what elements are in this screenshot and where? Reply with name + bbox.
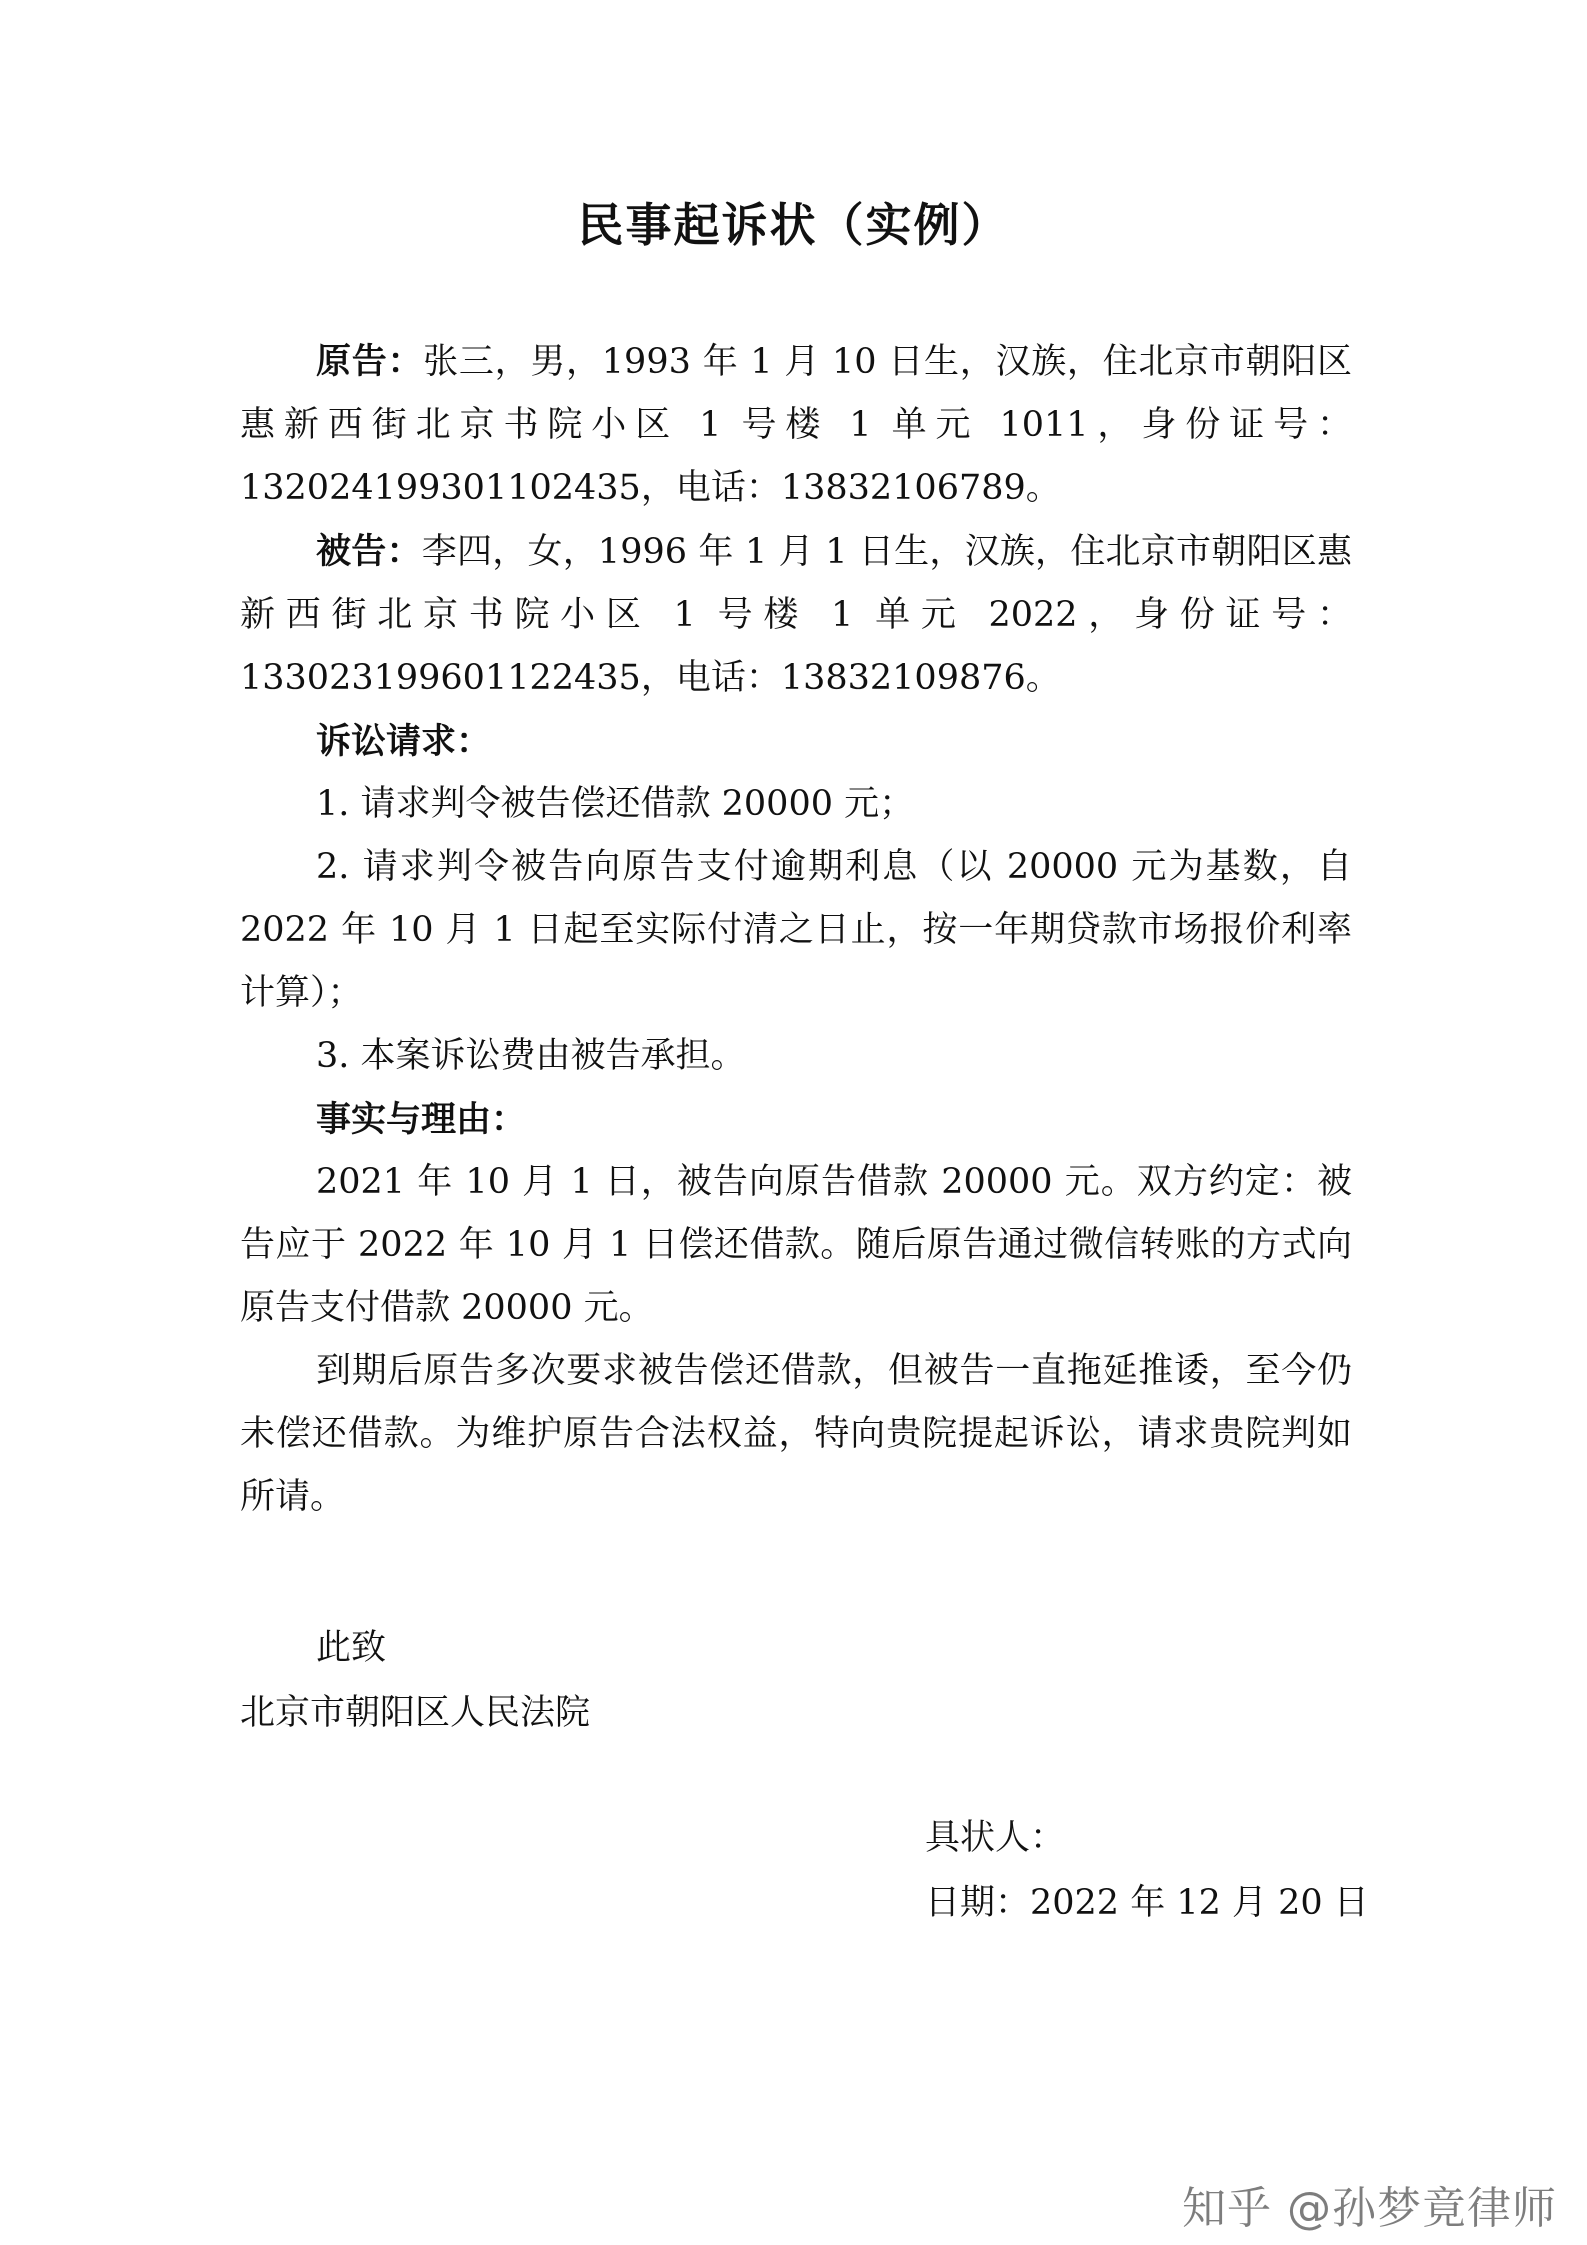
- document-title: 民事起诉状（实例）: [577, 198, 1010, 252]
- closing-block: [240, 1616, 1140, 1746]
- claim-item: 1. 请求判令被告偿还借款 20000 元；: [316, 784, 915, 824]
- court-name: 北京市朝阳区人民法院: [240, 1693, 591, 1733]
- facts-heading: 事实与理由：: [316, 1099, 527, 1140]
- watermark: 知乎 @孙梦竟律师: [1182, 2183, 1557, 2234]
- defendant-paragraph: [240, 520, 1352, 710]
- signature-date: 日期：2022 年 12 月 20 日: [925, 1883, 1369, 1923]
- signature-block: [925, 1806, 1485, 1936]
- signer-label: 具状人：: [925, 1818, 1066, 1858]
- facts-paragraph: 到期后原告多次要求被告偿还借款，但被告一直拖延推诿，至今仍未偿还借款。为维护原告合法权益，特向贵院提起诉讼，请求贵院判如所请。: [240, 1351, 1352, 1517]
- salutation: 此致: [316, 1628, 387, 1668]
- claim-item: 3. 本案诉讼费由被告承担。: [316, 1036, 746, 1076]
- plaintiff-paragraph: [240, 330, 1352, 520]
- claims-heading: 诉讼请求：: [316, 721, 492, 762]
- facts-paragraph: 2021 年 10 月 1 日，被告向原告借款 20000 元。双方约定：被告应于 2022 年 10 月 1 日偿还借款。随后原告通过微信转账的方式向原告支付借款 20000 元。: [240, 1162, 1352, 1328]
- plaintiff-label: 原告：: [316, 341, 424, 382]
- defendant-text: 李四，女，1996 年 1 月 1 日生，汉族，住北京市朝阳区惠新西街北京书院小区 1 号楼 1 单元 2022，身份证号：133023199601122435，电话：13832109876。: [240, 532, 1352, 698]
- document-body: [240, 330, 1352, 1529]
- defendant-label: 被告：: [316, 531, 422, 572]
- plaintiff-text: 张三，男，1993 年 1 月 10 日生，汉族，住北京市朝阳区惠新西街北京书院小区 1 号楼 1 单元 1011，身份证号：132024199301102435，电话：13832106789。: [240, 342, 1352, 508]
- claim-item: 2. 请求判令被告向原告支付逾期利息（以 20000 元为基数，自 2022 年 10 月 1 日起至实际付清之日止，按一年期贷款市场报价利率计算）；: [240, 847, 1352, 1013]
